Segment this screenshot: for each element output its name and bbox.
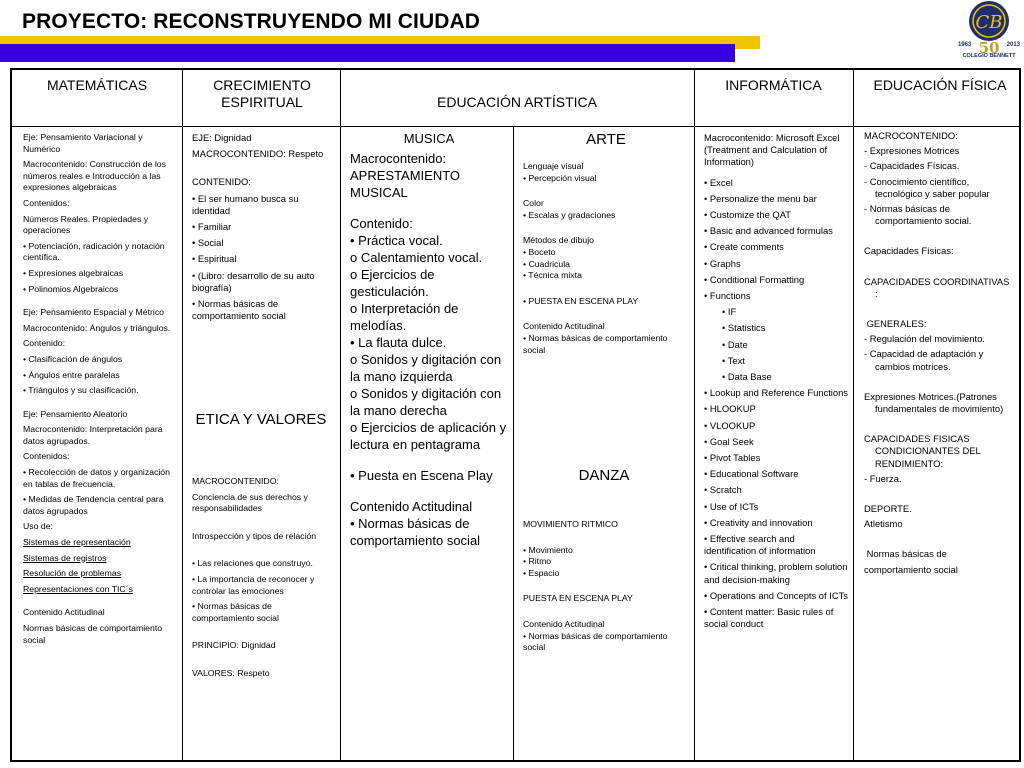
etica-item: • Normas básicas de comportamiento social (192, 601, 279, 623)
row-divider (12, 126, 1019, 127)
arte-item: • Boceto (523, 246, 556, 257)
etica-cell (192, 476, 334, 684)
mat-item: • Clasificación de ángulos (23, 353, 123, 364)
danza-normas: • Normas básicas de comportamiento social (523, 630, 668, 653)
mat-macro-1: Macrocontenido: Construcción de los números reales e Introducción a las expresiones algebraicas (23, 159, 166, 193)
fis-capacidades: Capacidades Físicas: (864, 245, 954, 257)
mat-eje-2: Eje: Pensamiento Espacial y Métrico (23, 307, 164, 318)
mat-link-registros: Sistemas de registros (23, 552, 107, 563)
info-item: • Graphs (704, 257, 741, 269)
etica-valores: VALORES: Respeto (192, 667, 270, 678)
fis-macro: MACROCONTENIDO: (864, 130, 958, 141)
etica-valores-title: ETICA Y VALORES (195, 411, 327, 428)
info-subitem: • IF (722, 306, 737, 318)
info-subitem: • Text (722, 354, 745, 366)
danza-cell (523, 519, 689, 654)
crec-item: • Normas básicas de comportamiento social (192, 298, 286, 322)
musica-contenido: Contenido: (350, 216, 413, 231)
header-fisica: EDUCACIÓN FÍSICA (873, 77, 1007, 93)
info-item: • Pivot Tables (704, 452, 761, 464)
arte-title: ARTE (586, 131, 626, 148)
info-item: • Critical thinking, problem solution and decision-making (704, 561, 848, 585)
info-item: • Operations and Concepts of ICTs (704, 589, 848, 601)
mat-contenido-2: Contenido: (23, 338, 66, 349)
etica-macro: MACROCONTENIDO: (192, 476, 279, 486)
fis-item: - Regulación del movimiento. (864, 333, 985, 345)
info-item: • Creativity and innovation (704, 516, 813, 528)
fis-condicionantes: CAPACIDADES FISICAS CONDICIONANTES DEL RENDIMIENTO: (864, 433, 981, 469)
danza-title: DANZA (578, 467, 630, 484)
arte-item: • Escalas y gradaciones (523, 209, 616, 220)
crec-item: • Familiar (192, 221, 232, 233)
info-item: • Educational Software (704, 468, 799, 480)
mat-link-problemas: Resolución de problemas (23, 568, 122, 579)
col-divider (340, 70, 341, 760)
header-crecimiento: CRECIMIENTO ESPIRITUAL (213, 77, 311, 110)
etica-introspeccion: Introspección y tipos de relación (192, 530, 317, 541)
mat-uso-de: Uso de: (23, 521, 53, 532)
mat-macro-3: Macrocontenido: Interpretación para datos agrupados. (23, 424, 163, 446)
info-item: • Personalize the menu bar (704, 192, 817, 204)
info-item: • HLOOKUP (704, 403, 756, 415)
fis-generales: GENERALES: (864, 318, 927, 330)
fis-coordinativas: CAPACIDADES COORDINATIVAS : (864, 275, 1010, 299)
mat-eje-3: Eje: Pensamiento Aleatorio (23, 408, 128, 419)
arte-item: • Cuadricula (523, 258, 570, 269)
col-divider (694, 70, 695, 760)
mat-contenidos-3: Contenidos: (23, 451, 70, 462)
header-informatica: INFORMÁTICA (725, 77, 822, 93)
mat-item: Números Reales. Propiedades y operaciones (23, 213, 149, 236)
mat-item: • Expresiones algebraicas (23, 267, 124, 278)
header-bar-blue (0, 44, 735, 62)
arte-actitudinal: Contenido Actitudinal (523, 321, 605, 332)
musica-item: o Ejercicios de gesticulación. (350, 267, 435, 299)
matematicas-cell (23, 132, 175, 650)
etica-principio: PRINCIPIO: Dignidad (192, 640, 276, 651)
crec-eje: EJE: Dignidad (192, 132, 252, 143)
info-subitem: • Statistics (722, 322, 766, 334)
musica-normas: • Normas básicas de comportamiento social (350, 516, 481, 548)
mat-link-tics: Representaciones con TIC´s (23, 583, 133, 594)
arte-cell (523, 130, 689, 356)
info-item: • Use of ICTs (704, 500, 759, 512)
crec-item: • Social (192, 237, 224, 249)
fis-item: - Fuerza. (864, 472, 902, 484)
mat-item: • Polinomios Algebraicos (23, 283, 119, 294)
mat-macro-2: Macrocontenido: Ángulos y triángulos. (23, 322, 171, 333)
mat-link-representacion: Sistemas de representación (23, 537, 131, 548)
arte-item: Métodos de dibujo (523, 235, 594, 246)
logo-year-start: 1963 (958, 42, 972, 48)
col-divider (513, 126, 514, 760)
crec-macro: MACROCONTENIDO: Respeto (192, 148, 324, 160)
logo-monogram: CB (975, 12, 1003, 33)
page-title: PROYECTO: RECONSTRUYENDO MI CIUDAD (22, 10, 481, 33)
mat-item: • Medidas de Tendencia central para datos agrupados (23, 494, 164, 516)
fis-atletismo: Atletismo (864, 518, 903, 530)
info-item: • Basic and advanced formulas (704, 225, 833, 237)
musica-macro: Macrocontenido: APRESTAMIENTO MUSICAL (350, 151, 461, 200)
curriculum-table (10, 68, 1021, 762)
mat-contenidos-1: Contenidos: (23, 197, 70, 208)
arte-item: • Percepción visual (523, 172, 597, 183)
fis-item: - Expresiones Motrices (864, 145, 960, 157)
mat-actitudinal: Contenido Actitudinal (23, 607, 105, 618)
info-item: • Customize the QAT (704, 209, 791, 221)
musica-item: o Calentamiento vocal. (350, 250, 483, 265)
danza-puesta: PUESTA EN ESCENA PLAY (523, 593, 633, 604)
etica-item: • Las relaciones que construyo. (192, 558, 313, 569)
info-item: • VLOOKUP (704, 419, 756, 431)
musica-item: o Sonidos y digitación con la mano derecha (350, 386, 502, 418)
header-artistica: EDUCACIÓN ARTÍSTICA (437, 93, 597, 110)
info-item: • Excel (704, 176, 733, 188)
info-macro: Macrocontenido: Microsoft Excel (Treatment and Calculation of Information) (704, 132, 840, 168)
musica-item: • La flauta dulce. (350, 335, 447, 350)
arte-item: • Técnica mixta (523, 270, 582, 281)
danza-item: • Espacio (523, 567, 560, 578)
fisica-cell (864, 130, 1014, 576)
logo-school-name: COLEGIO BENNETT (962, 53, 1016, 59)
logo-anniversary: 50 (978, 39, 1000, 57)
danza-item: MOVIMIENTO RITMICO (523, 519, 618, 529)
mat-item: • Ángulos entre paralelas (23, 369, 120, 380)
fis-deporte: DEPORTE. (864, 503, 912, 515)
musica-item: o Sonidos y digitación con la mano izquierda (350, 352, 502, 384)
musica-cell (350, 130, 508, 549)
info-item: • Goal Seek (704, 435, 754, 447)
crec-contenido: CONTENIDO: (192, 176, 251, 188)
mat-item: • Recolección de datos y organización en tablas de frecuencia. (23, 467, 170, 489)
danza-actitudinal: Contenido Actitudinal (523, 618, 605, 629)
arte-item: Color (523, 198, 544, 209)
col-divider (182, 70, 183, 760)
informatica-cell (704, 132, 848, 631)
info-item: • Conditional Formatting (704, 273, 805, 285)
musica-item: o Interpretación de melodías. (350, 301, 459, 333)
info-item: • Functions (704, 290, 751, 302)
fis-normas: Normas básicas de (864, 548, 947, 560)
musica-item: • Práctica vocal. (350, 233, 443, 248)
musica-title: MUSICA (403, 131, 455, 146)
logo-year-end: 2013 (1006, 42, 1020, 48)
musica-actitudinal: Contenido Actitudinal (350, 499, 473, 514)
arte-item: Lenguaje visual (523, 161, 584, 171)
col-divider (853, 70, 854, 760)
fis-item: - Capacidad de adaptación y cambios motrices. (864, 348, 984, 372)
header-matematicas: MATEMÁTICAS (46, 77, 148, 93)
danza-item: • Ritmo (523, 556, 552, 567)
fis-item: - Capacidades Físicas. (864, 160, 960, 172)
mat-item: • Triángulos y su clasificación. (23, 385, 139, 396)
info-item: • Content matter: Basic rules of social conduct (704, 606, 834, 630)
arte-puesta: • PUESTA EN ESCENA PLAY (523, 295, 639, 306)
etica-conciencia: Conciencia de sus derechos y responsabilidades (192, 491, 308, 514)
info-item: • Scratch (704, 484, 742, 496)
crec-item: • Espiritual (192, 253, 237, 265)
crec-item: • (Libro: desarrollo de su auto biografía) (192, 269, 315, 293)
etica-item: • La importancia de reconocer y controlar las emociones (192, 573, 315, 596)
info-item: • Effective search and identification of information (704, 533, 816, 557)
mat-normas: Normas básicas de comportamiento social (23, 623, 163, 645)
arte-normas: • Normas básicas de comportamiento social (523, 332, 668, 355)
mat-eje-1: Eje: Pensamiento Variacional y Numérico (23, 132, 143, 154)
fis-expresiones: Expresiones Motrices.(Patrones fundamentales de movimiento) (864, 390, 1004, 415)
info-item: • Create comments (704, 241, 784, 253)
mat-item: • Potenciación, radicación y notación científica. (23, 240, 165, 263)
info-item: • Lookup and Reference Functions (704, 387, 848, 399)
info-subitem: • Data Base (722, 371, 772, 383)
fis-item: - Conocimiento científico, tecnológico y saber popular (864, 175, 990, 199)
danza-item: • Movimiento (523, 544, 573, 555)
fis-item: - Normas básicas de comportamiento social. (864, 203, 972, 227)
info-subitem: • Date (722, 338, 748, 350)
musica-item: o Ejercicios de aplicación y lectura en pentagrama (350, 420, 507, 452)
crec-item: • El ser humano busca su identidad (192, 192, 299, 216)
crecimiento-cell (192, 132, 334, 326)
musica-puesta: • Puesta en Escena Play (350, 468, 493, 483)
fis-comportamiento: comportamiento social (864, 563, 958, 575)
